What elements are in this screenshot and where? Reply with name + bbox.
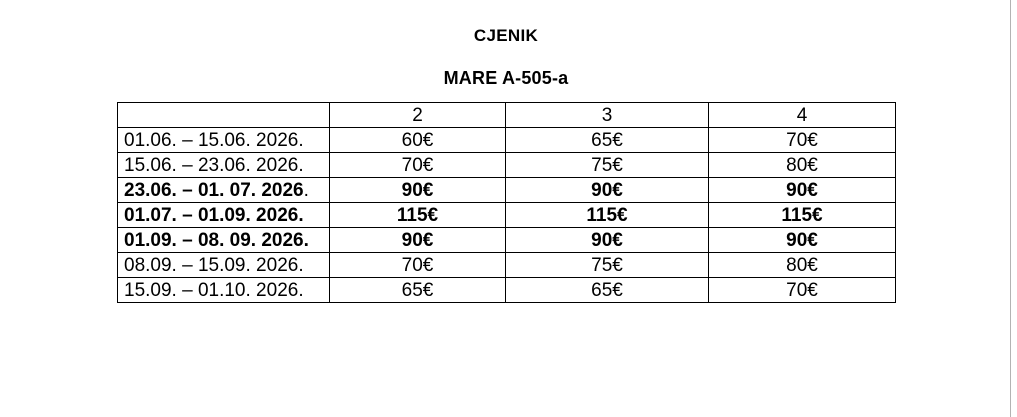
column-header-3: 3 — [506, 103, 709, 128]
price-cell: 75€ — [506, 153, 709, 178]
page-title: CJENIK — [473, 26, 539, 45]
period-cell — [118, 228, 330, 253]
period-cell — [118, 278, 330, 303]
price-cell: 65€ — [506, 128, 709, 153]
table-header-row — [118, 103, 896, 128]
table-row — [118, 203, 896, 228]
period-label: 08.09. – 15.09. 2026. — [124, 254, 304, 276]
period-label: 23.06. – 01. 07. 2026 — [124, 179, 304, 201]
table-row — [118, 178, 896, 203]
period-label: 15.06. – 23.06. 2026. — [124, 154, 304, 176]
doc-subtitle: MARE A-505-a — [443, 68, 569, 88]
period-cell — [118, 178, 330, 203]
price-cell: 80€ — [709, 253, 896, 278]
column-header-period — [118, 103, 330, 128]
price-cell: 115€ — [506, 203, 709, 228]
column-header-2: 2 — [330, 103, 506, 128]
price-cell: 115€ — [330, 203, 506, 228]
price-cell: 90€ — [330, 178, 506, 203]
price-cell: 70€ — [330, 153, 506, 178]
period-cell — [118, 203, 330, 228]
period-suffix: . — [303, 179, 309, 201]
page-edge-line — [1010, 0, 1011, 417]
price-cell: 70€ — [709, 128, 896, 153]
price-cell: 90€ — [709, 178, 896, 203]
column-header-4: 4 — [709, 103, 896, 128]
period-cell — [118, 253, 330, 278]
table-row — [118, 253, 896, 278]
price-table — [117, 102, 896, 303]
price-cell: 70€ — [709, 278, 896, 303]
period-cell — [118, 128, 330, 153]
period-label: 01.06. – 15.06. 2026. — [124, 129, 304, 151]
price-cell: 75€ — [506, 253, 709, 278]
price-cell: 60€ — [330, 128, 506, 153]
price-cell: 65€ — [506, 278, 709, 303]
period-label: 15.09. – 01.10. 2026. — [124, 279, 304, 301]
price-cell: 80€ — [709, 153, 896, 178]
price-cell: 65€ — [330, 278, 506, 303]
period-cell — [118, 153, 330, 178]
table-row — [118, 278, 896, 303]
price-cell: 90€ — [506, 228, 709, 253]
price-cell: 90€ — [709, 228, 896, 253]
table-row — [118, 128, 896, 153]
price-cell: 115€ — [709, 203, 896, 228]
price-cell: 90€ — [506, 178, 709, 203]
period-label: 01.07. – 01.09. 2026. — [124, 204, 304, 226]
price-cell: 90€ — [330, 228, 506, 253]
price-cell: 70€ — [330, 253, 506, 278]
table-row — [118, 228, 896, 253]
table-row — [118, 153, 896, 178]
period-label: 01.09. – 08. 09. 2026. — [124, 229, 309, 251]
